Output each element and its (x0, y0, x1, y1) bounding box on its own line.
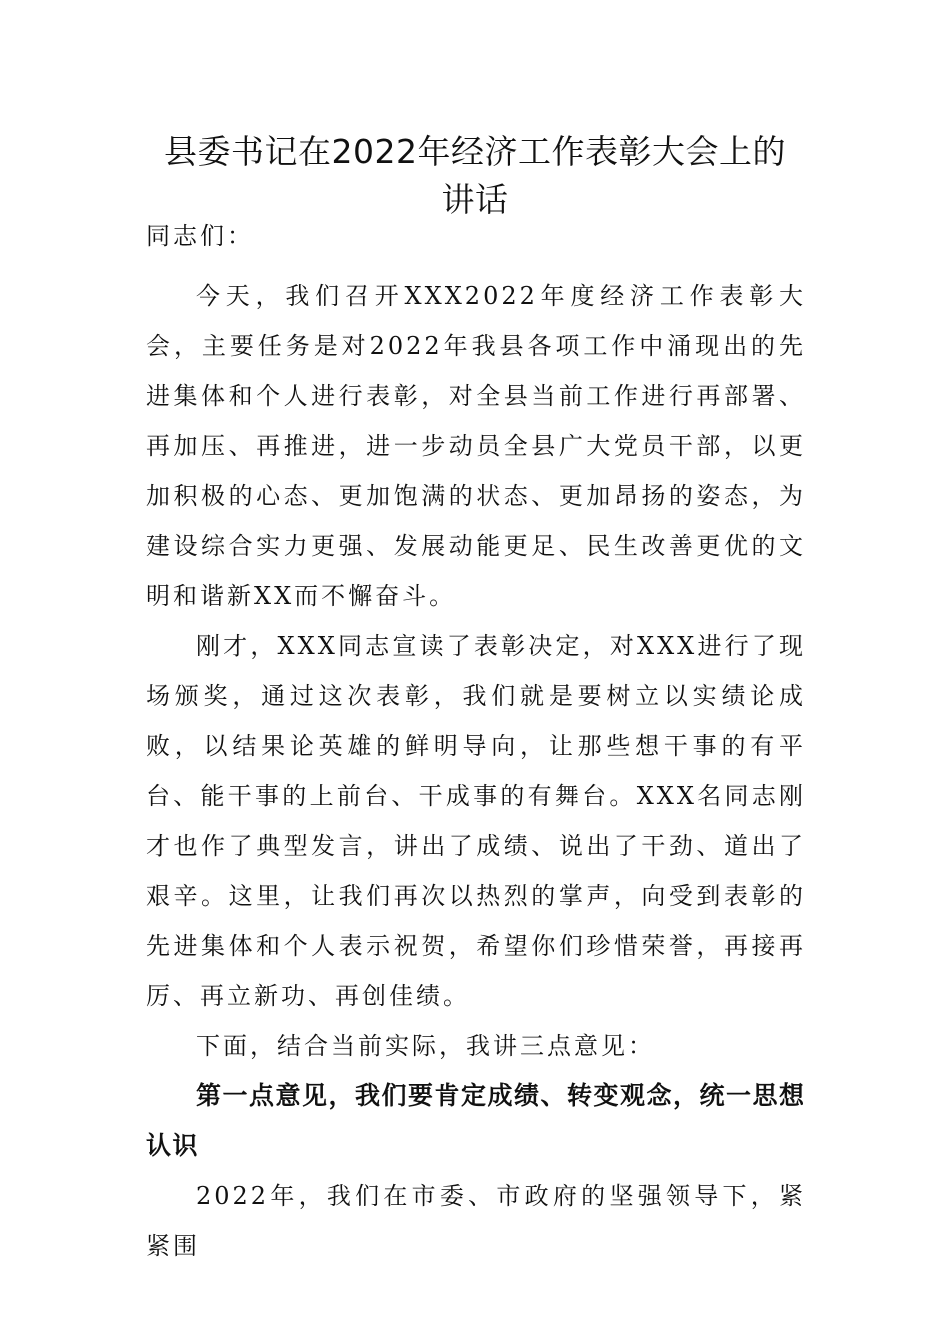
paragraph-transition: 下面，结合当前实际，我讲三点意见： (196, 1032, 655, 1060)
paragraph-opening: 今天，我们召开XXX2022年度经济工作表彰大会，主要任务是对2022年我县各项工作中涌现出的先进集体和个人进行表彰，对全县当前工作进行再部署、再加压、再推进，进一步动员全县广大党员干部，以更加积极的心态、更加饱满的状态、更加昂扬的姿态，为建设综合实力更强、发展动能更足、民生改善更优的文明和谐新XX而不懈奋斗。 (146, 282, 806, 610)
document-body (146, 216, 806, 1271)
paragraph-commendation: 刚才，XXX同志宣读了表彰决定，对XXX进行了现场颁奖，通过这次表彰，我们就是要树立以实绩论成败，以结果论英雄的鲜明导向，让那些想干事的有平台、能干事的上前台、干成事的有舞台。XXX名同志刚才也作了典型发言，讲出了成绩、说出了干劲、道出了艰辛。这里，让我们再次以热烈的掌声，向受到表彰的先进集体和个人表示祝贺，希望你们珍惜荣誉，再接再厉、再立新功、再创佳绩。 (146, 632, 806, 1010)
salutation: 同志们： (146, 222, 254, 250)
title-line-2: 讲话 (441, 180, 509, 219)
section-heading-1: 第一点意见，我们要肯定成绩、转变观念，统一思想认识 (146, 1081, 806, 1160)
paragraph-section-1-start: 2022年，我们在市委、市政府的坚强领导下，紧紧围 (146, 1182, 806, 1260)
document-title (130, 128, 820, 224)
title-line-1: 县委书记在2022年经济工作表彰大会上的 (164, 132, 786, 171)
